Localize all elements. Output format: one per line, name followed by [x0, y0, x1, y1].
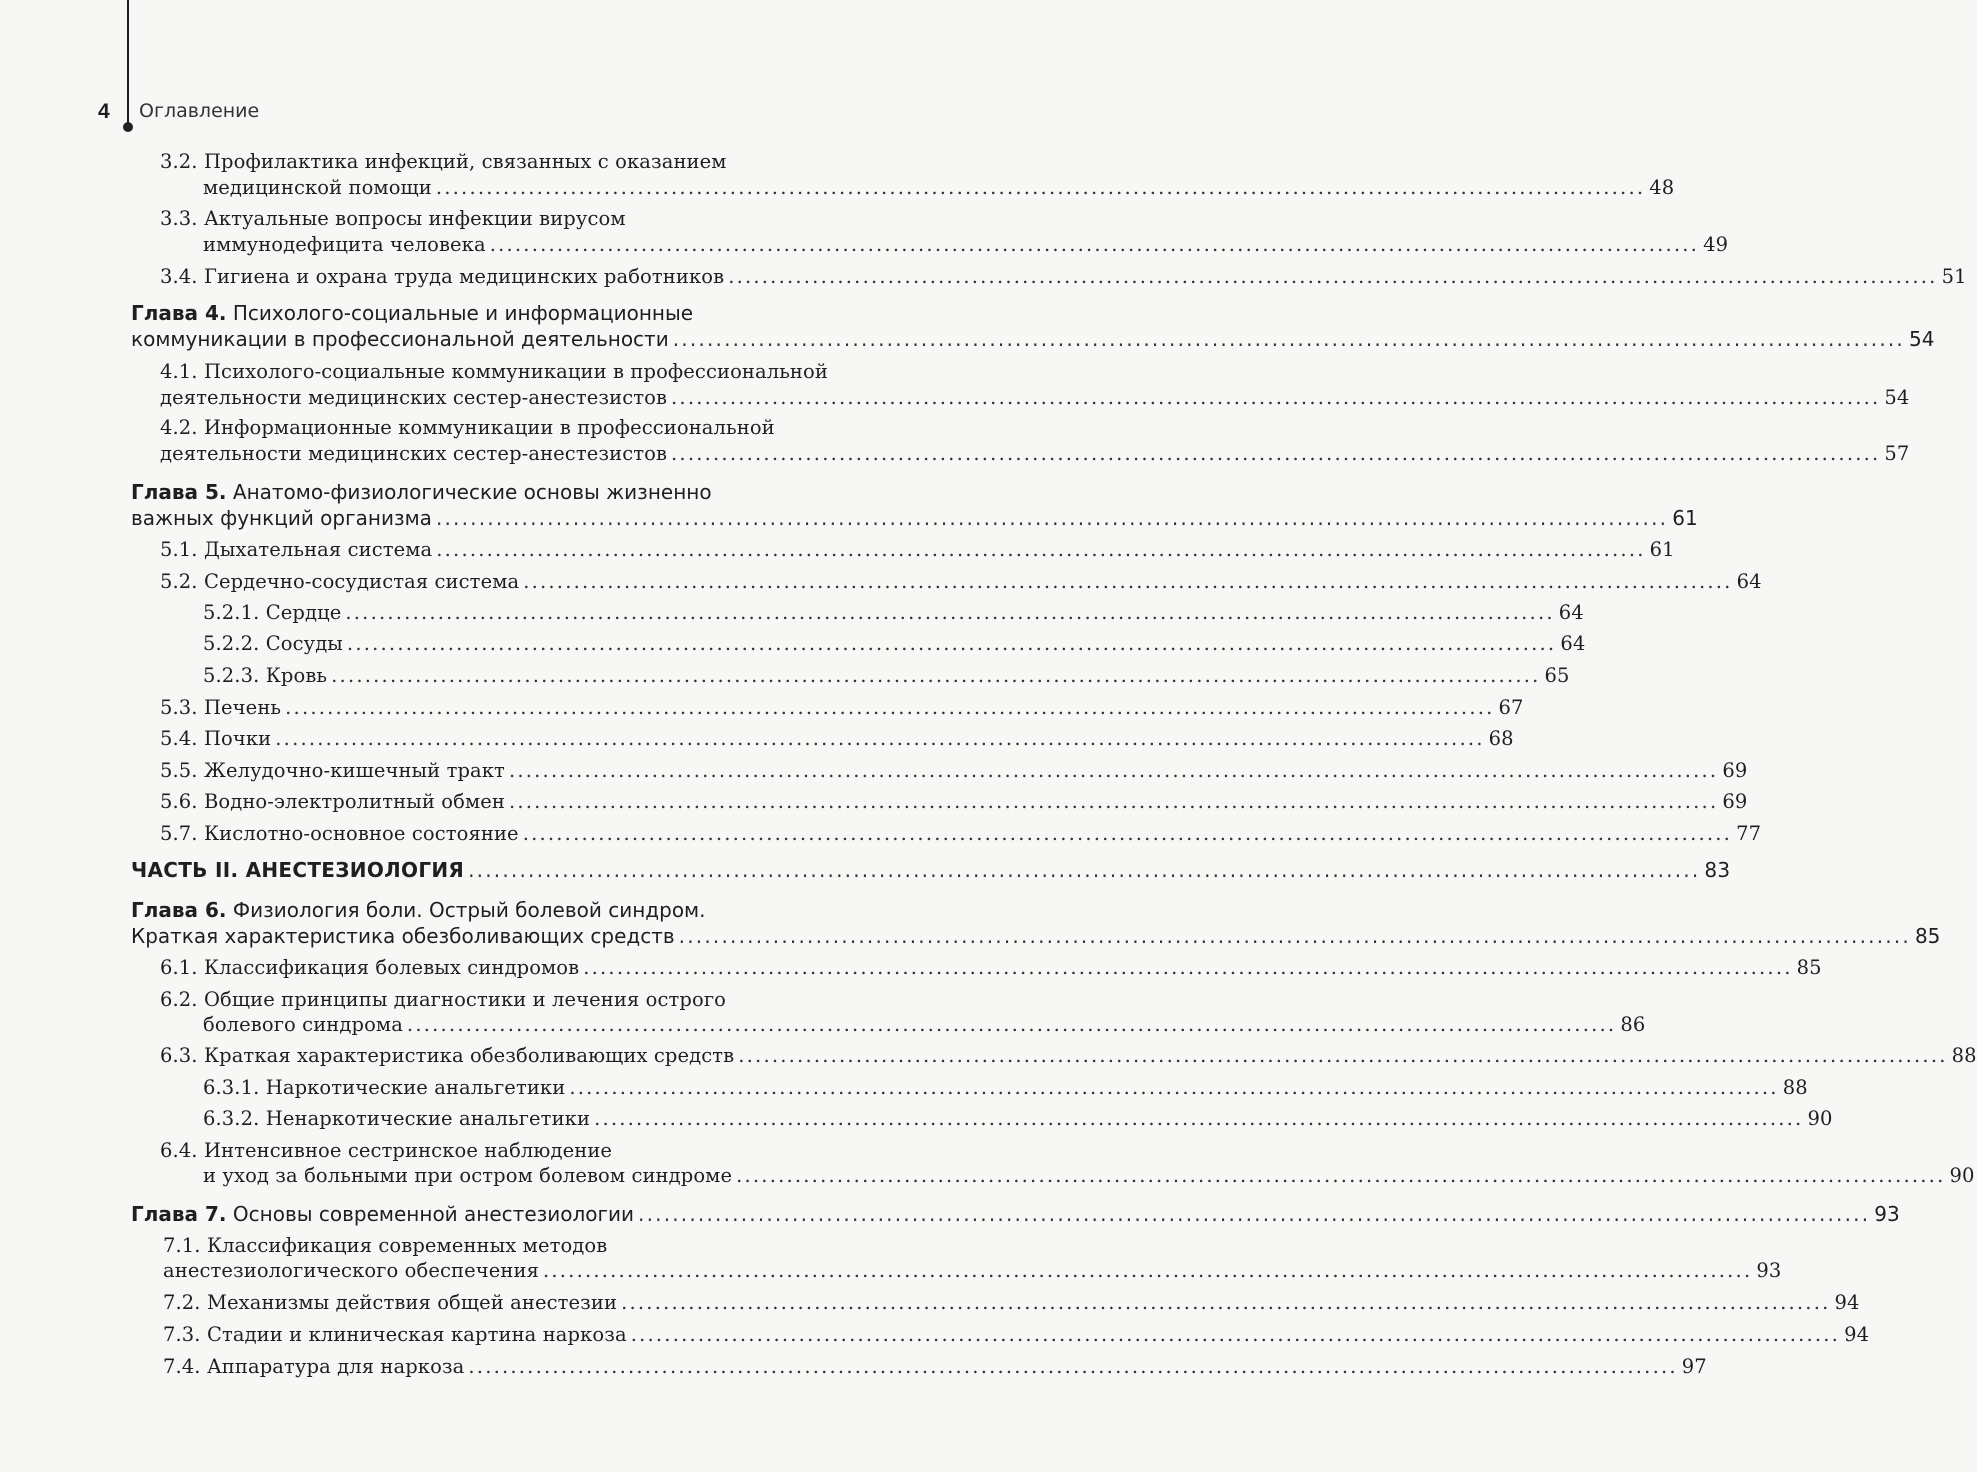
toc-page-number: 88: [1782, 1076, 1808, 1099]
toc-title-line2: медицинской помощи: [203, 176, 432, 199]
toc-label: 5.1.: [160, 538, 198, 561]
toc-title: Печень: [203, 696, 282, 719]
toc-title-line2: деятельности медицинских сестер-анестезистов: [160, 442, 668, 465]
toc-leader-dots: ................................................................................................................................................: [569, 1076, 1779, 1099]
toc-page-number: 83: [1704, 858, 1731, 882]
toc-leader-dots: ................................................................................................................................................: [436, 538, 1646, 561]
toc-leader-dots: ................................................................................................................................................: [728, 265, 1938, 288]
toc-page-number: 97: [1681, 1355, 1707, 1378]
toc-title-line1: Физиология боли. Острый болевой синдром.: [232, 898, 706, 922]
toc-leader-dots: ................................................................................................................................................: [638, 1202, 1871, 1226]
toc-title: Водно-электролитный обмен: [203, 790, 505, 813]
toc-page-number: 93: [1756, 1259, 1782, 1282]
toc-page-number: 68: [1488, 727, 1514, 750]
toc-title: Желудочно-кишечный тракт: [203, 759, 505, 782]
toc-chapter-label: Глава 6.: [131, 898, 227, 922]
toc-leader-dots: ................................................................................................................................................: [508, 759, 1719, 782]
toc-page-number: 64: [1558, 601, 1584, 624]
toc-leader-dots: ................................................................................................................................................: [522, 822, 1733, 845]
toc-leader-dots: ................................................................................................................................................: [435, 176, 1646, 199]
toc-title-line1: Интенсивное сестринское наблюдение: [203, 1139, 613, 1162]
toc-leader-dots: ................................................................................................................................................: [285, 696, 1495, 719]
toc-title-line2: Краткая характеристика обезболивающих средств: [131, 924, 675, 948]
toc-page-number: 61: [1649, 538, 1675, 561]
toc-leader-dots: ................................................................................................................................................: [346, 632, 1557, 655]
toc-page-number: 64: [1560, 632, 1586, 655]
toc-page-number: 57: [1884, 442, 1910, 465]
toc-label: 6.3.1.: [203, 1076, 260, 1099]
toc-leader-dots: ................................................................................................................................................: [630, 1323, 1841, 1346]
toc-title: Стадии и клиническая картина наркоза: [206, 1323, 627, 1346]
toc-title-line1: Актуальные вопросы инфекции вирусом: [203, 207, 626, 230]
toc-page-number: 65: [1544, 664, 1570, 687]
toc-title: Сосуды: [265, 632, 343, 655]
toc-leader-dots: ................................................................................................................................................: [672, 327, 1905, 351]
toc-leader-dots: ................................................................................................................................................: [542, 1259, 1753, 1282]
toc-label: 3.3.: [160, 207, 198, 230]
toc-title-line2: и уход за больными при остром болевом синдроме: [203, 1164, 733, 1187]
toc-label: 6.4.: [160, 1139, 198, 1162]
toc-label: 3.4.: [160, 265, 198, 288]
toc-title: Ненаркотические анальгетики: [265, 1107, 591, 1130]
toc-page-number: 88: [1951, 1044, 1977, 1067]
toc-title-line2: иммунодефицита человека: [203, 233, 486, 256]
toc-title-line2: болевого синдрома: [203, 1013, 403, 1036]
toc-page-number: 86: [1620, 1013, 1646, 1036]
toc-leader-dots: ................................................................................................................................................: [508, 790, 1719, 813]
toc-title: Кислотно-основное состояние: [203, 822, 519, 845]
toc-title: Механизмы действия общей анестезии: [206, 1291, 618, 1314]
toc-leader-dots: ................................................................................................................................................: [489, 233, 1700, 256]
toc-title-line2: деятельности медицинских сестер-анестезистов: [160, 386, 668, 409]
toc-label: 5.4.: [160, 727, 198, 750]
toc-label: 4.1.: [160, 360, 198, 383]
toc-leader-dots: ................................................................................................................................................: [671, 442, 1881, 465]
toc-leader-dots: ................................................................................................................................................: [345, 601, 1555, 624]
toc-label: 5.6.: [160, 790, 198, 813]
toc-title-line2: коммуникации в профессиональной деятельности: [131, 327, 669, 351]
toc-title: Краткая характеристика обезболивающих средств: [203, 1044, 735, 1067]
toc-page-number: 94: [1834, 1291, 1860, 1314]
toc-label: 5.2.: [160, 570, 198, 593]
toc-page-number: 90: [1807, 1107, 1833, 1130]
toc-page-number: 54: [1909, 327, 1935, 351]
toc-label: 5.2.2.: [203, 632, 260, 655]
toc-leader-dots: ................................................................................................................................................: [275, 727, 1485, 750]
toc-part-title: ЧАСТЬ II. АНЕСТЕЗИОЛОГИЯ: [131, 858, 465, 882]
toc-title-line1: Профилактика инфекций, связанных с оказанием: [203, 150, 727, 173]
toc-leader-dots: ................................................................................................................................................: [406, 1013, 1617, 1036]
toc-label: 6.2.: [160, 988, 198, 1011]
toc-label: 7.2.: [163, 1291, 201, 1314]
toc-leader-dots: ................................................................................................................................................: [671, 386, 1881, 409]
toc-title: Сердце: [265, 601, 342, 624]
toc-label: 3.2.: [160, 150, 198, 173]
toc-leader-dots: ................................................................................................................................................: [678, 924, 1911, 948]
toc-title-line2: важных функций организма: [131, 506, 432, 530]
toc-label: 5.2.1.: [203, 601, 260, 624]
toc-chapter-label: Глава 4.: [131, 301, 227, 325]
toc-title-line1: Общие принципы диагностики и лечения острого: [203, 988, 727, 1011]
toc-title: Наркотические анальгетики: [265, 1076, 566, 1099]
toc-label: 7.1.: [163, 1234, 201, 1257]
toc-leader-dots: ................................................................................................................................................: [523, 570, 1733, 593]
toc-label: 5.7.: [160, 822, 198, 845]
toc-title: Аппаратура для наркоза: [206, 1355, 465, 1378]
toc-leader-dots: ................................................................................................................................................: [738, 1044, 1948, 1067]
toc-title: Дыхательная система: [203, 538, 433, 561]
toc-label: 5.3.: [160, 696, 198, 719]
toc-title-line1: Анатомо-физиологические основы жизненно: [232, 480, 712, 504]
toc-title: Почки: [203, 727, 272, 750]
toc-leader-dots: ................................................................................................................................................: [468, 858, 1701, 882]
toc-page-number: 54: [1884, 386, 1910, 409]
toc-page-number: 51: [1941, 265, 1967, 288]
toc-leader-dots: ................................................................................................................................................: [621, 1291, 1831, 1314]
toc-title-line1: Психолого-социальные и информационные: [232, 301, 694, 325]
toc-label: 6.3.: [160, 1044, 198, 1067]
toc-leader-dots: ................................................................................................................................................: [583, 956, 1793, 979]
toc-chapter-label: Глава 7.: [131, 1202, 227, 1226]
toc-label: 7.3.: [163, 1323, 201, 1346]
toc-title: Гигиена и охрана труда медицинских работников: [203, 265, 725, 288]
toc-chapter-label: Глава 5.: [131, 480, 227, 504]
toc-leader-dots: ................................................................................................................................................: [736, 1164, 1946, 1187]
toc-page-number: 69: [1722, 790, 1748, 813]
toc-leader-dots: ................................................................................................................................................: [331, 664, 1541, 687]
toc-title: Классификация болевых синдромов: [203, 956, 580, 979]
toc-title-line1: Классификация современных методов: [206, 1234, 608, 1257]
toc-page-number: 85: [1914, 924, 1941, 948]
toc-label: 6.1.: [160, 956, 198, 979]
toc-title-line1: Психолого-социальные коммуникации в профессиональной: [203, 360, 828, 383]
toc-page-number: 77: [1736, 822, 1762, 845]
toc-page-number: 90: [1949, 1164, 1975, 1187]
toc-title-line1: Информационные коммуникации в профессиональной: [203, 416, 775, 439]
toc-title: Кровь: [265, 664, 328, 687]
toc-label: 5.2.3.: [203, 664, 260, 687]
toc-leader-dots: ................................................................................................................................................: [468, 1355, 1678, 1378]
header-rule: [127, 0, 129, 126]
page-number: 4: [98, 100, 110, 123]
toc-label: 4.2.: [160, 416, 198, 439]
toc-page-number: 94: [1844, 1323, 1870, 1346]
toc-page-number: 67: [1498, 696, 1524, 719]
running-title: Оглавление: [139, 100, 260, 122]
toc-page-number: 64: [1736, 570, 1762, 593]
toc-page-number: 61: [1672, 506, 1698, 530]
toc-title: Сердечно-сосудистая система: [203, 570, 520, 593]
toc-leader-dots: ................................................................................................................................................: [594, 1107, 1804, 1130]
toc-page-number: 49: [1703, 233, 1729, 256]
toc-page-number: 48: [1649, 176, 1675, 199]
toc-title: Основы современной анестезиологии: [232, 1202, 635, 1226]
toc-label: 6.3.2.: [203, 1107, 260, 1130]
toc-page-number: 85: [1796, 956, 1822, 979]
toc-label: 7.4.: [163, 1355, 201, 1378]
toc-leader-dots: ................................................................................................................................................: [435, 506, 1669, 530]
toc-title-line2: анестезиологического обеспечения: [163, 1259, 539, 1282]
header-dot: [123, 122, 133, 132]
toc-page-number: 93: [1874, 1202, 1900, 1226]
toc-page-number: 69: [1722, 759, 1748, 782]
toc-label: 5.5.: [160, 759, 198, 782]
